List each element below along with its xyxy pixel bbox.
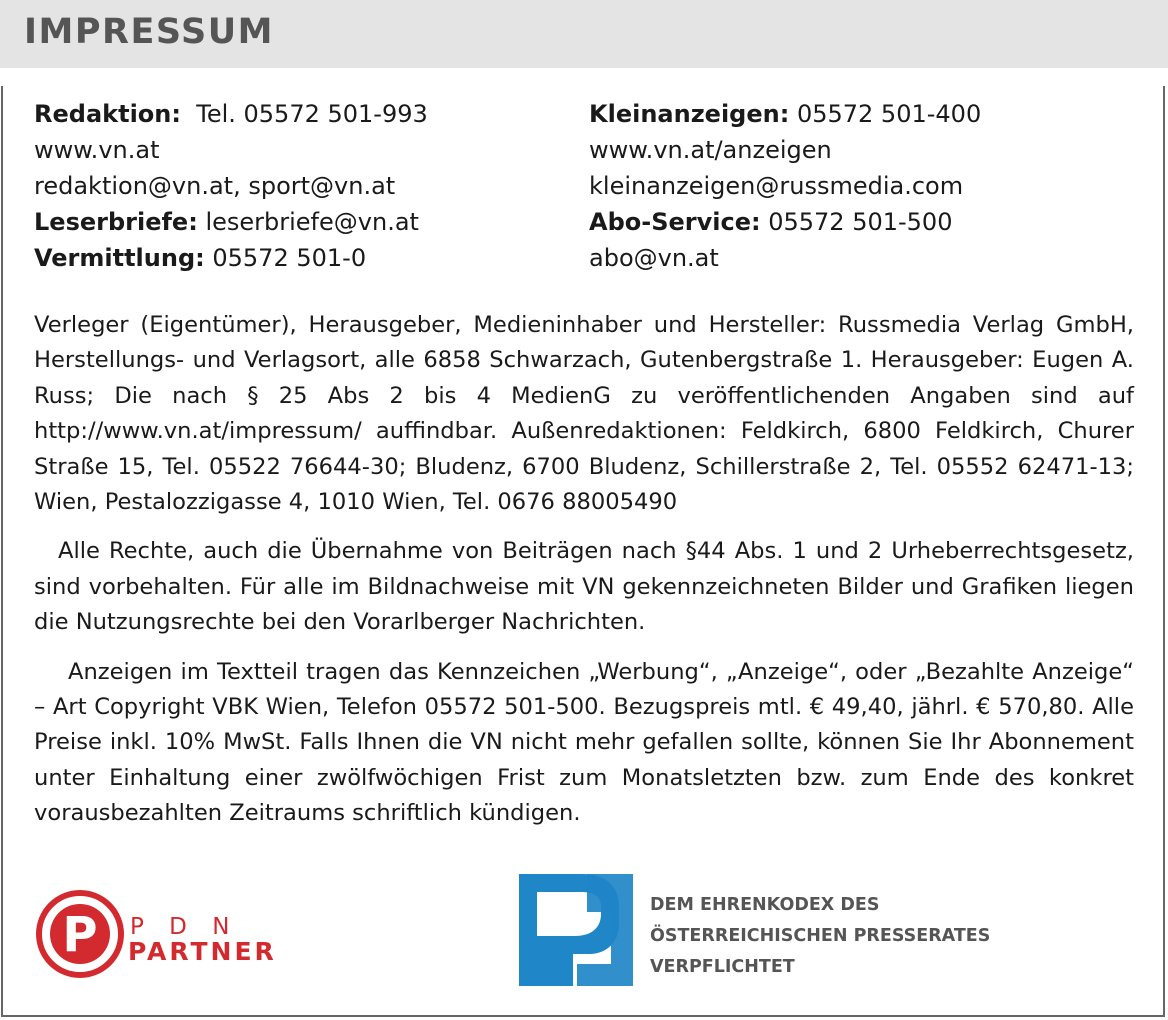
paragraph-ads-pricing: Anzeigen im Textteil tragen das Kennzeichen „Werbung“, „Anzeige“, oder „Bezahlte Anzeige“ – Art Copyright VBK Wien, Telefon 05572 501-500. Bezugspreis mtl. € 49,40, jährl. € 570,80. Alle Preise inkl. 10% MwSt. Falls Ihnen die VN nicht mehr gefallen sollte, können Sie Ihr Abonnement unter Einhaltung einer zwölfwöchigen Frist zum Monatsletzten bzw. zum Ende des konkret vorausbezahlten Zeitraums schriftlich kündigen.: [34, 658, 1134, 827]
contact-line: [589, 96, 1149, 132]
presserat-text: [650, 890, 990, 983]
contact-label: Leserbriefe:: [34, 208, 198, 236]
contact-line: [34, 204, 574, 240]
contact-value: redaktion@vn.at, sport@vn.at: [34, 172, 396, 200]
contact-line: [34, 96, 574, 132]
contact-value: www.vn.at/anzeigen: [589, 136, 832, 164]
contact-value: 05572 501-500: [768, 208, 953, 236]
contact-line: [589, 168, 1149, 204]
contacts-left: [34, 96, 574, 276]
pdn-line2: PARTNER: [128, 937, 277, 966]
presserat-badge: [515, 872, 995, 992]
paragraph-rights: Alle Rechte, auch die Übernahme von Beiträgen nach §44 Abs. 1 und 2 Urheberrechtsgesetz, sind vorbehalten. Für alle im Bildnachweise mit VN gekennzeichneten Bilder und Grafiken liegen die Nutzungsrechte bei den Vorarlberger Nachrichten.: [34, 538, 1134, 636]
contact-label: Vermittlung:: [34, 244, 205, 272]
contact-value: kleinanzeigen@russmedia.com: [589, 172, 964, 200]
page-title: IMPRESSUM: [24, 12, 274, 52]
contact-label: Kleinanzeigen:: [589, 100, 790, 128]
contact-value: 05572 501-0: [212, 244, 367, 272]
header-bar: [0, 0, 1168, 68]
paragraph-publisher: Verleger (Eigentümer), Herausgeber, Medieninhaber und Hersteller: Russmedia Verlag GmbH, Herstellungs- und Verlagsort, alle 6858 Schwarzach, Gutenbergstraße 1. Herausgeber: Eugen A. Russ; Die nach § 25 Abs 2 bis 4 MedienG zu veröffentlichenden Angaben sind auf http://www.vn.at/impressum/ auffindbar. Außenredaktionen: Feldkirch, 6800 Feldkirch, Churer Straße 15, Tel. 05522 76644-30; Bludenz, 6700 Bludenz, Schillerstraße 2, Tel. 05552 62471-13; Wien, Pestalozzigasse 4, 1010 Wien, Tel. 0676 88005490: [34, 312, 1134, 516]
contact-line: [589, 240, 1149, 276]
presserat-line: DEM EHRENKODEX DES: [650, 895, 880, 915]
contact-label: Redaktion:: [34, 100, 181, 128]
contact-value: www.vn.at: [34, 136, 160, 164]
contact-line: [589, 204, 1149, 240]
presserat-line: ÖSTERREICHISCHEN PRESSERATES: [650, 926, 991, 946]
pdn-letter: P: [62, 907, 98, 963]
contact-line: [34, 168, 574, 204]
pdn-partner-logo: [34, 888, 284, 980]
presserat-logo: [515, 872, 639, 992]
contact-value: 05572 501-400: [796, 100, 982, 128]
contact-value: abo@vn.at: [589, 244, 719, 272]
presserat-line: VERPFLICHTET: [650, 957, 795, 977]
pdn-line1: P D N: [130, 914, 239, 940]
contacts-right: [589, 96, 1149, 276]
contact-label: Abo-Service:: [589, 208, 761, 236]
imprint-body: [34, 308, 1134, 832]
contact-line: [34, 240, 574, 276]
contact-line: [34, 132, 574, 168]
contact-value: leserbriefe@vn.at: [205, 208, 419, 236]
contact-line: [589, 132, 1149, 168]
contact-value: Tel. 05572 501-993: [196, 100, 428, 128]
